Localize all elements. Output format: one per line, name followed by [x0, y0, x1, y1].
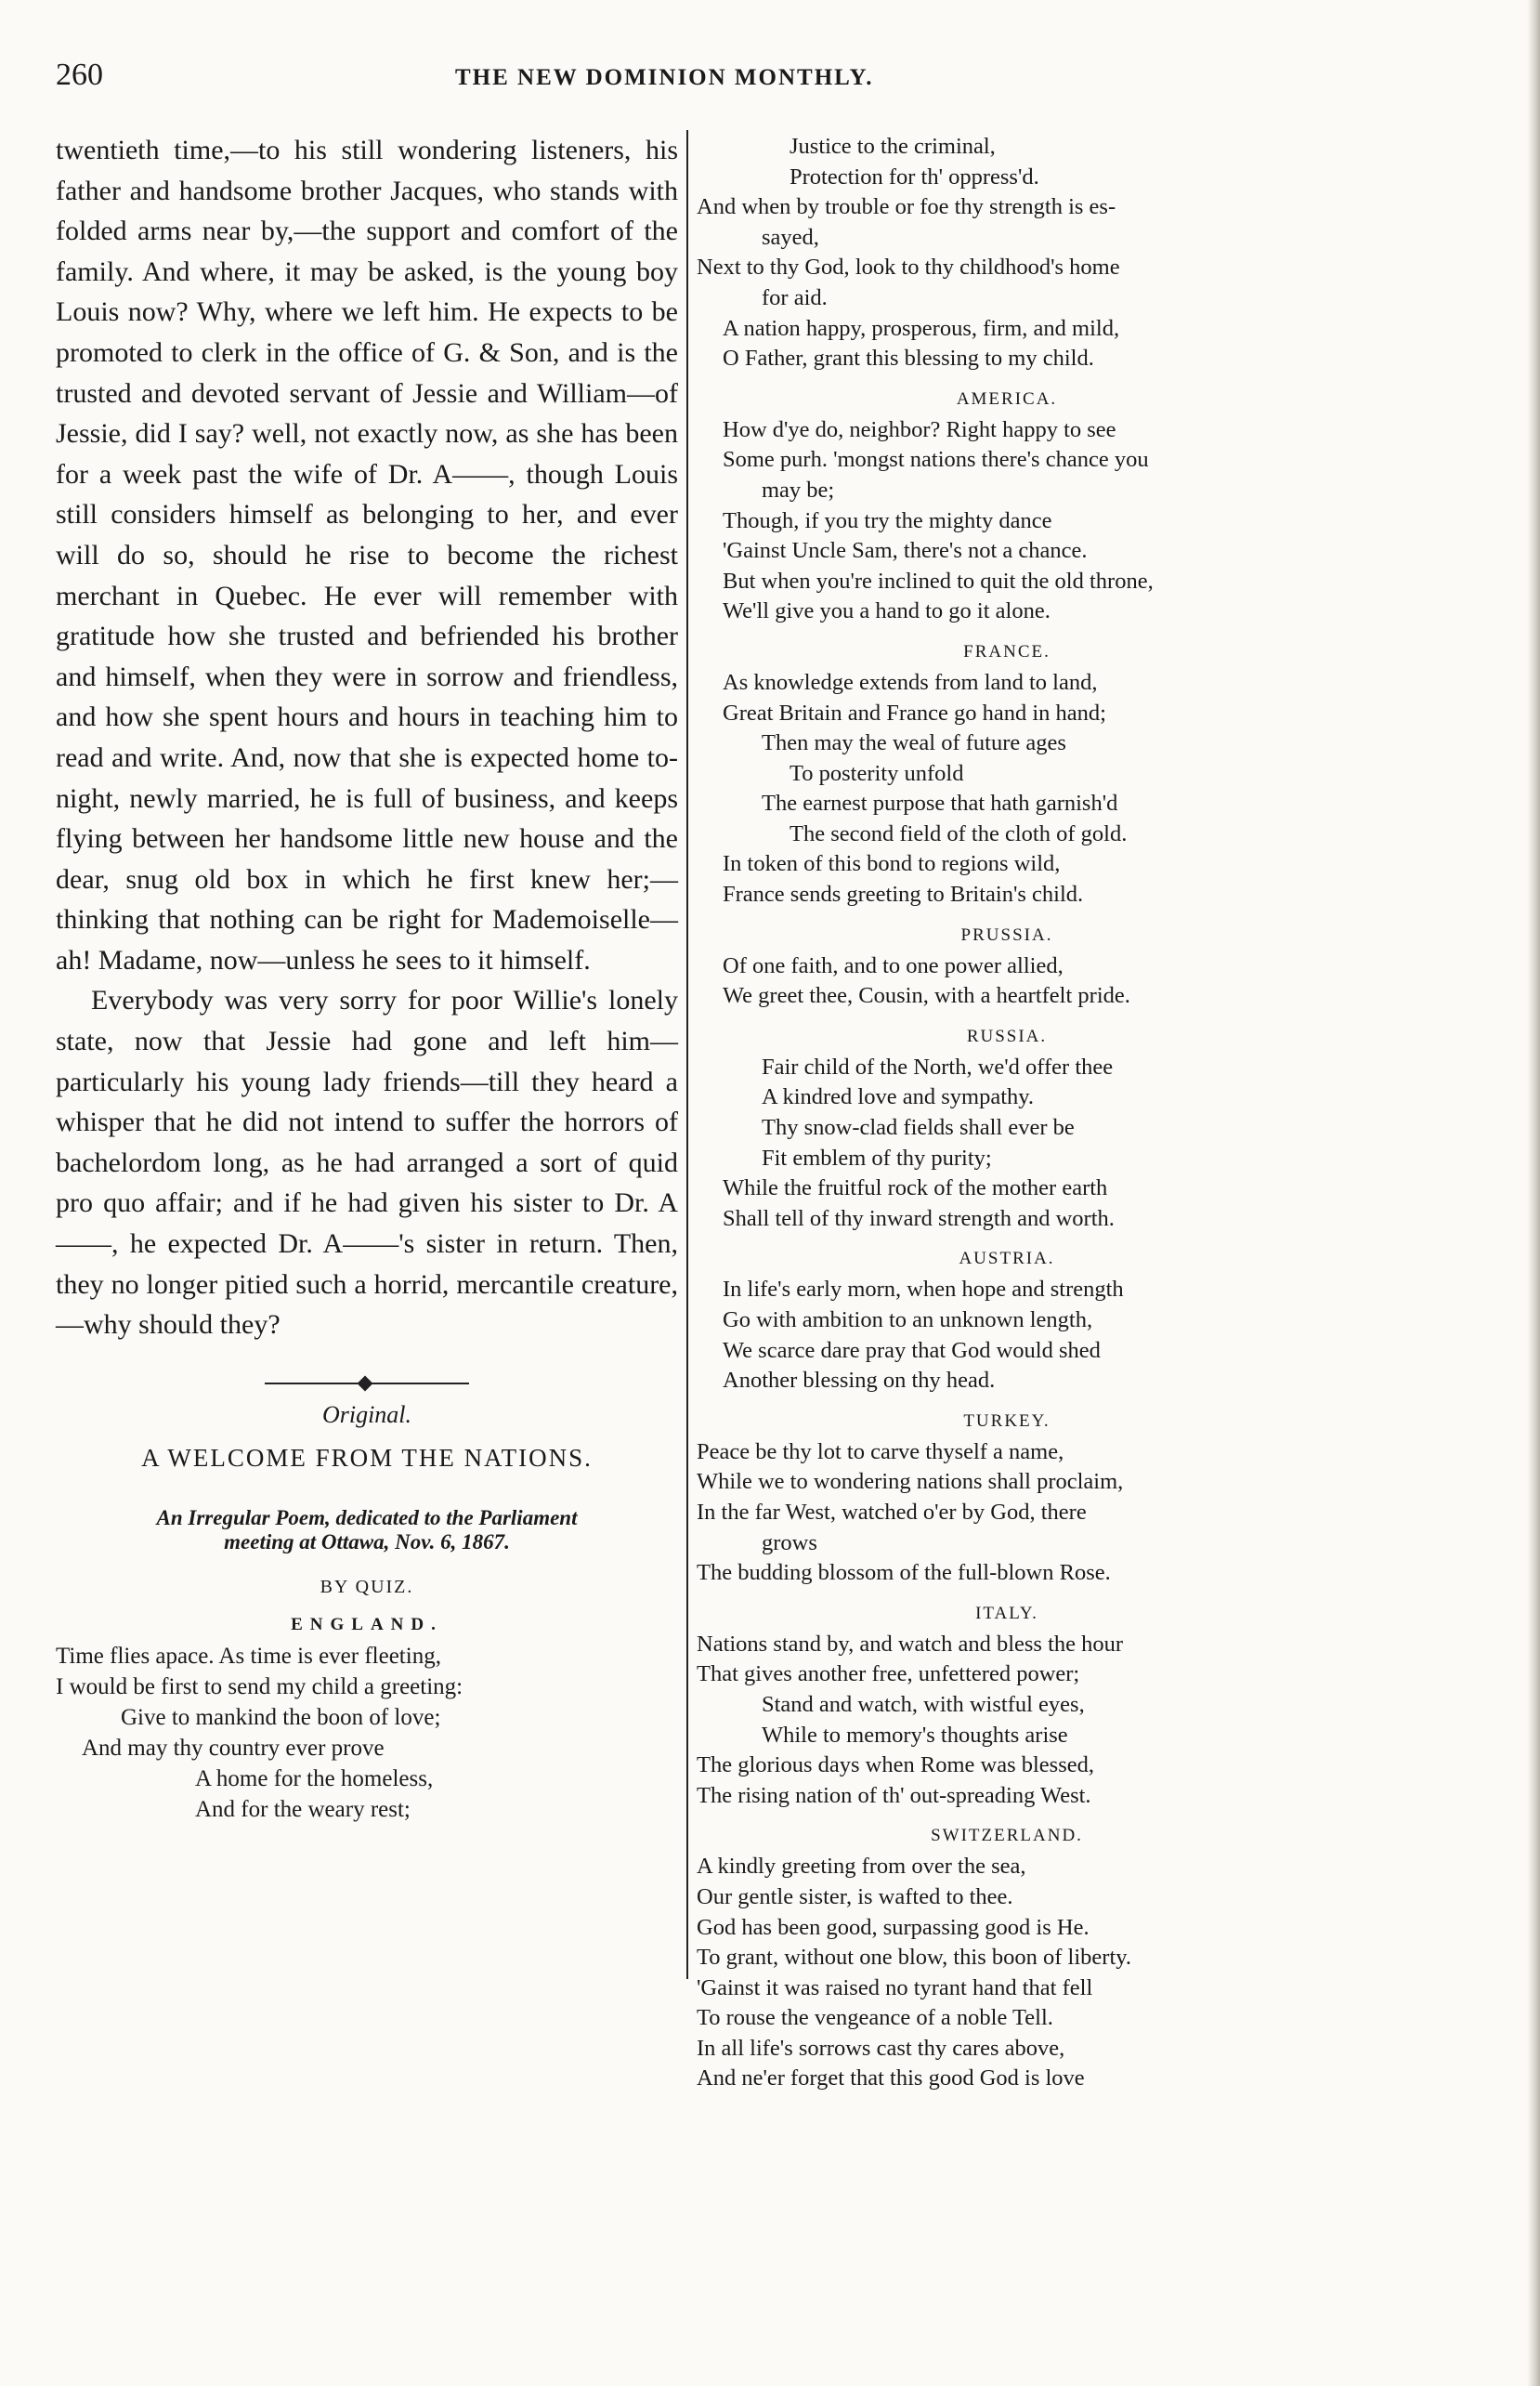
verse-line: sayed, [762, 224, 819, 250]
verse-line: Of one faith, and to one power allied, [723, 952, 1064, 978]
verse-line: O Father, grant this blessing to my child. [723, 346, 1094, 372]
verse-line: A nation happy, prosperous, firm, and mild, [723, 315, 1120, 341]
page-number: 260 [56, 58, 103, 92]
verse-line: for aid. [762, 284, 828, 310]
verse-line: The budding blossom of the full-blown Rose. [697, 1560, 1111, 1586]
stanza-england-continued [697, 132, 1317, 374]
verse-line: To rouse the vengeance of a noble Tell. [697, 2005, 1053, 2031]
stanza-america [697, 415, 1317, 627]
verse-line: And for the weary rest; [195, 1796, 411, 1822]
stanza-france [697, 668, 1317, 911]
verse-line: And may thy country ever prove [82, 1735, 385, 1761]
stanza-heading: SWITZERLAND. [931, 1826, 1083, 1846]
stanza-heading: RUSSIA. [966, 1026, 1048, 1046]
verse-line: Peace be thy lot to carve thyself a name, [697, 1438, 1064, 1464]
verse-line: The second field of the cloth of gold. [790, 820, 1128, 846]
page-edge-shadow [1527, 0, 1540, 2386]
verse-line: And ne'er forget that this good God is love [697, 2065, 1085, 2091]
verse-line: To posterity unfold [790, 760, 964, 786]
verse-line: The rising nation of th' out-spreading West. [697, 1782, 1091, 1808]
verse-line: Go with ambition to an unknown length, [723, 1307, 1093, 1332]
paragraph: Everybody was very sorry for poor Willie's lonely state, now that Jessie had gone and left him—particularly his young lady friends—till they heard a whisper that he did not intend to suffer the horrors of bachelordom long, as he had arranged a sort of quid pro quo affair; and if he had given his sister to Dr. A——, he expected Dr. A——'s sister in return. Then, they no longer pitied such a horrid, mercantile creature,—why should they? [56, 985, 678, 1341]
verse-line: A home for the homeless, [195, 1765, 434, 1791]
verse-line: Fit emblem of thy purity; [762, 1145, 992, 1171]
stanza-turkey [697, 1437, 1317, 1589]
verse-line: Justice to the criminal, [790, 134, 996, 159]
story-text [56, 130, 678, 1345]
stanza-russia [697, 1053, 1317, 1235]
verse-line: France sends greeting to Britain's child. [723, 882, 1084, 908]
verse-line: To grant, without one blow, this boon of liberty. [697, 1945, 1132, 1971]
verse-line: Shall tell of thy inward strength and worth. [723, 1205, 1115, 1231]
verse-line: We'll give you a hand to go it alone. [723, 598, 1051, 624]
verse-line: Stand and watch, with wistful eyes, [762, 1691, 1085, 1717]
poem-subtitle-line: meeting at Ottawa, Nov. 6, 1867. [224, 1529, 510, 1554]
verse-line: While to memory's thoughts arise [762, 1722, 1068, 1748]
stanza-heading: TURKEY. [963, 1410, 1051, 1431]
verse-line: Time flies apace. As time is ever fleeting, [56, 1643, 441, 1669]
stanza-heading: PRUSSIA. [960, 924, 1053, 945]
verse-line: In token of this bond to regions wild, [723, 851, 1061, 877]
verse-line: may be; [762, 477, 835, 503]
stanza-prussia [697, 951, 1317, 1012]
paragraph: twentieth time,—to his still wondering listeners, his father and handsome brother Jacques, who stands with folded arms near by,—the support and comfort of the family. And where, it may be asked, is the young boy Louis now? Why, where we left him. He expects to be promoted to clerk in the office of G. & Son, and is the trusted and devoted servant of Jessie and William—of Jessie, did I say? well, not exactly now, as she has been for a week past the wife of Dr. A——, though Louis still considers himself as belonging to her, and ever will do so, should he rise to become the richest merchant in Quebec. He ever will remember with gratitude how she trusted and befriended his brother and himself, when they were in sorrow and friendless, and how she spent hours and hours in teaching him to read and write. And, now that she is expected home to-night, newly married, he is full of business, and keeps flying between her handsome little new house and the dear, snug old box in which he first knew her;—thinking that nothing can be right for Mademoiselle—ah! Madame, now—unless he sees to it himself. [56, 135, 678, 976]
verse-line: In life's early morn, when hope and strength [723, 1277, 1124, 1303]
verse-line: In all life's sorrows cast thy cares above, [697, 2035, 1065, 2061]
verse-line: We greet thee, Cousin, with a heartfelt pride. [723, 983, 1130, 1009]
verse-line: God has been good, surpassing good is He. [697, 1914, 1090, 1940]
verse-line: A kindly greeting from over the sea, [697, 1854, 1026, 1880]
verse-line: In the far West, watched o'er by God, there [697, 1499, 1087, 1525]
verse-line: grows [762, 1529, 817, 1555]
poem-subtitle-line: An Irregular Poem, dedicated to the Parliament [156, 1505, 578, 1529]
verse-line: As knowledge extends from land to land, [723, 669, 1098, 695]
verse-line: Thy snow-clad fields shall ever be [762, 1115, 1075, 1141]
verse-line: We scarce dare pray that God would shed [723, 1337, 1101, 1363]
verse-line: That gives another free, unfettered power; [697, 1661, 1080, 1687]
verse-line: And when by trouble or foe thy strength is es- [697, 194, 1116, 220]
verse-line: A kindred love and sympathy. [762, 1084, 1035, 1110]
stanza-italy [697, 1630, 1317, 1812]
running-head: THE NEW DOMINION MONTHLY. [455, 65, 874, 90]
verse-line: How d'ye do, neighbor? Right happy to see [723, 416, 1116, 442]
verse-line: While the fruitful rock of the mother earth [723, 1175, 1108, 1201]
stanza-austria [697, 1275, 1317, 1396]
verse-line: Another blessing on thy head. [723, 1368, 996, 1394]
poem-title: A WELCOME FROM THE NATIONS. [141, 1443, 593, 1472]
column-rule [686, 130, 688, 1979]
verse-line: The earnest purpose that hath garnish'd [762, 791, 1118, 817]
verse-line: Protection for th' oppress'd. [790, 164, 1039, 190]
right-column [697, 132, 1317, 2094]
stanza-heading: ENGLAND. [291, 1614, 443, 1634]
verse-line: Though, if you try the mighty dance [723, 507, 1052, 533]
stanza-heading: AUSTRIA. [959, 1249, 1055, 1269]
verse-line: I would be first to send my child a greeting: [56, 1673, 463, 1699]
verse-line: Next to thy God, look to thy childhood's home [697, 255, 1120, 281]
poem-subtitle [74, 1506, 659, 1554]
page-header [56, 58, 1319, 104]
left-column [56, 130, 678, 1825]
stanza-heading: AMERICA. [956, 388, 1058, 409]
verse-line: The glorious days when Rome was blessed, [697, 1752, 1094, 1778]
verse-line: 'Gainst it was raised no tyrant hand that fell [697, 1974, 1093, 2000]
stanza-heading: FRANCE. [963, 641, 1051, 662]
stanza-heading: ITALY. [975, 1603, 1038, 1623]
section-divider [265, 1383, 469, 1384]
verse-line: Our gentle sister, is wafted to thee. [697, 1883, 1013, 1909]
stanza-switzerland [697, 1852, 1317, 2094]
verse-line: Fair child of the North, we'd offer thee [762, 1054, 1114, 1080]
original-label: Original. [321, 1400, 412, 1428]
verse-line: 'Gainst Uncle Sam, there's not a chance. [723, 538, 1088, 564]
verse-line: But when you're inclined to quit the old throne, [723, 568, 1154, 594]
verse-line: Then may the weal of future ages [762, 730, 1066, 756]
verse-line: While we to wondering nations shall proclaim, [697, 1469, 1124, 1495]
verse-line: Give to mankind the boon of love; [121, 1704, 441, 1730]
poem-byline: BY QUIZ. [320, 1576, 414, 1597]
verse-line: Some purh. 'mongst nations there's chance you [723, 447, 1149, 473]
verse-line: Great Britain and France go hand in hand; [723, 700, 1106, 726]
stanza-england [56, 1641, 678, 1825]
verse-line: Nations stand by, and watch and bless the hour [697, 1631, 1124, 1657]
